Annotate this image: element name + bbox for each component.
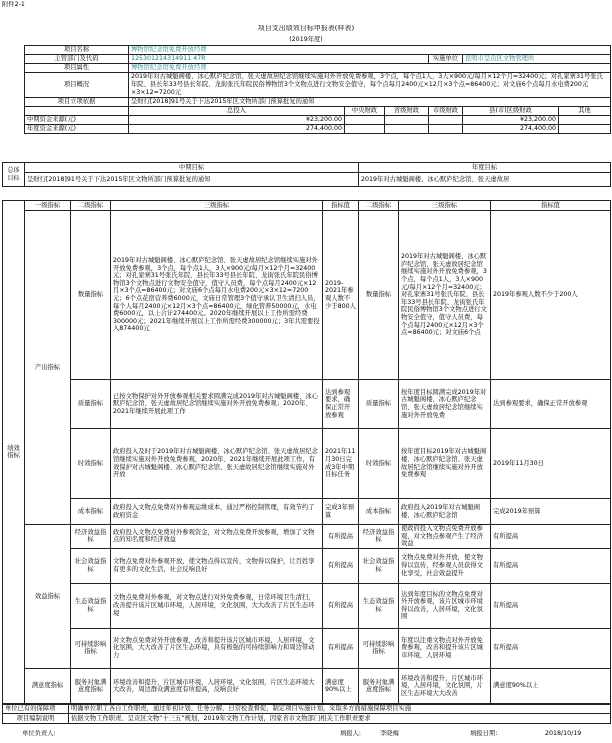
overall-goal-label-text: 总体目标 [7,166,20,182]
prep-note-text: 依据文物工作职责、呈贡区文物“十三五”规划、2019年文物工作计划，因家省市文物部门相关工作职责要求 [69,714,611,724]
eco-label-mid: 生态效益指标 [71,583,111,628]
level1-header: 一级指标 [25,201,71,211]
mid-fund-label: 中期资金来源(元) [25,116,129,125]
qty-mid-text: 2019年对古城魁阁楼、冰心默庐纪念馆、张天虚故居纪念馆继续实施对外开放免费参观，3个点，每个点1人，3人×900元/每月×12个月=32400元；对孔家寨31号张氏年院、县长年33号县长年院、龙街张氏年院民俗博物馆3个文物点进行文物安全值守，值守人员费，每个点每月2400元×12月×3个点=86400元；对文庙6个点每月水电费200元×3×12=7200元；6个点花宿营养费6000元，文庙日常管理3个值守承认卫生清扫人员，每个人每月2400元×12月×3个点=86400元，绿化管养50000元，水电费6000元，以上合计274400元。2020年继续开展以上工作所需经费300000元；2021年继续开展以上工作所需经费300000元；3年共需要投入874400元 [111,211,323,380]
time-year-text: 按年度目标2019年对古城魁阁楼、冰心默庐纪念馆、张天虚故居纪念馆继续实施对外开放免费参观 [399,429,491,499]
mid-fund-total: ¥23,200.00 [129,116,345,125]
overall-goal-table [2,162,611,187]
eco-label-year: 生态效益指标 [359,583,399,628]
basis-label: 项目立项依据 [25,98,129,107]
perf-label-text: 绩效指标 [7,444,20,460]
econ-mid-value: 有所提高 [323,525,359,549]
econ-label-year: 经济效益指标 [359,525,399,549]
overall-goal-label [3,163,25,187]
eco-year-value: 有所提高 [491,583,611,628]
filler-label: 填报人: [340,730,362,737]
econ-mid-text: 政府投入文物点免费对外参观资金，对文物点免费开放参观，增加了文物点的知名度和经济效益 [111,525,323,549]
cost-year-value: 完成2019年预算 [491,499,611,525]
sat-year-value: 满意度90%以上 [491,668,611,704]
sus-label-mid: 可持续影响指标 [71,628,111,668]
sus-label-year: 可持续影响指标 [359,628,399,668]
overview-text: 2019年对古城魁阁楼、冰心默庐纪念馆、张天虚故居纪念馆继续实施对外开放免费参观，3个点，每个点1人，3人×900元/每月×12个月=32400元；对孔家寨31号张氏年院、县长年33号县长年院、龙街张氏年院民俗博物馆3个文物点进行文物安全值守，每个点每月2400元×12月×3个点=86400元；对文庙6个点每月水电费200元×3×12=7200元 [129,73,611,98]
attachment-label: 附件2-1 [2,1,25,8]
year-fund-county: 274,400.00 [463,125,559,134]
page-title: 项目支出绩效目标申报表(样表) [257,25,355,32]
fill-date-value: 2018/10/19 [545,730,582,737]
econ-year-text: 使政府投入文物点免费开放参观，对文物点参观产生了经济效益 [399,525,491,549]
sat-year-text: 环境改善和提升，片区城市环境，人居环境，文化氛围，片区生态环境大大改善 [399,668,491,704]
eco-mid-text: 文物点免费对外参观，对文物点进行对外免费参观，日常环境卫生清扫，改善提升该片区城市环境，人居环境，文化氛围，大大改善了片区生态环境 [111,583,323,628]
time-label-mid: 时效指标 [71,429,111,499]
unit-head-label: 单位负责人: [22,730,56,737]
social-mid-value: 有所提高 [323,548,359,583]
cost-label-mid: 成本指标 [71,499,111,525]
level2-header: 二级指标 [71,201,111,211]
sus-year-value: 有所提高 [491,628,611,668]
value-header-year: 指标值 [491,201,611,211]
level3-header-year: 三级指标 [399,201,491,211]
sat-mid-text: 环境改善和提升，片区城市环境，人居环境，文化氛围，片区生态环境大大改善，周边群众满意度有所提高，反响良好 [111,668,323,704]
project-attr-value: 博物馆纪念馆免费开放经费 [129,64,611,73]
quality-year-value: 达到参观要求，确保正常开放参观 [491,380,611,429]
cost-mid-value: 完成3年预算 [323,499,359,525]
year-fund-label: 年度资金来源(元) [25,125,129,134]
provincial-header: 省级财政 [385,107,429,116]
eco-year-text: 达到年度目标的文物点免费对外开放参观，该片区城市环境得以改善，人居环境，文化氛围 [399,583,491,628]
eco-mid-value: 有所提高 [323,583,359,628]
quality-label-mid: 质量指标 [71,380,111,429]
guarantee-text: 明确单位职工各自工作职责，通过年初计划、任务分解、日常检查督促，制定项目实施计划，采取多方面措施保障项目实施 [69,704,611,714]
time-mid-value: 2021年11月30日完成3年中期目标任务 [323,429,359,499]
sat-mid-value: 满意度90%以上 [323,668,359,704]
mid-goal-text: 呈财行[2018]91号关于下达2015年区文物所部门预算批复的通知 [25,173,359,187]
sus-mid-value: 有所提高 [323,628,359,668]
info-table [24,45,611,134]
social-year-text: 文物点免费对外开放，使文物得以宣传，经参观人员获得文化享受，社会效益提升 [399,548,491,583]
qty-mid-value: 2019-2021年参观人数不少于800人 [323,211,359,380]
effect-label: 效益指标 [25,525,71,669]
level3-header-mid: 三级指标 [111,201,323,211]
qty-label-mid: 数量指标 [71,211,111,380]
quality-mid-value: 达到参观要求，确保正常开放参观 [323,380,359,429]
cost-year-text: 政府投入2019年对古城魁阁楼、冰心默庐纪念馆 [399,499,491,525]
filler-name: 李晓梅 [380,730,399,737]
qty-label-year: 数量指标 [359,211,399,380]
quality-year-text: 按年度目标圆满完成2019年对古城魁阁楼、冰心默庐纪念馆、张天虚故居纪念馆继续实施对外开放免费 [399,380,491,429]
sus-mid-text: 对文物点免费对外开放参观，改善和提升该片区城市环境，人居环境，文化氛围，大大改善了片区生态环境，具有极强的可持续影响力和周边带动力 [111,628,323,668]
fund-total-header: 总投入 [129,107,345,116]
service-sat-label-mid: 服务对象满意度指标 [71,668,111,704]
basis-text: 呈财行[2018]91号关于下达2015年区文物所部门预算批复的通知 [129,98,611,107]
city-header: 市级财政 [429,107,463,116]
year-line: (2019年度) [289,36,323,43]
time-year-value: 2019年11月30日 [491,429,611,499]
mid-goal-header: 中期目标 [25,163,359,173]
year-goal-header: 年度目标 [359,163,611,173]
econ-label-mid: 经济效益指标 [71,525,111,549]
social-mid-text: 文物点免费对外参观开放，使文物点得以宣传，文物得以保护，让百姓享有更多的文化生活，社会反响良好 [111,548,323,583]
footer-table [2,703,611,724]
cost-mid-text: 政府投入文物点免费对外参观运维成本，通过严格控制管理，有效节约了政府资金 [111,499,323,525]
value-header-mid: 指标值 [323,201,359,211]
overview-label: 项目概况 [25,73,129,98]
project-name-value: 博物馆纪念馆免费开放经费 [129,46,611,55]
cost-label-year: 成本指标 [359,499,399,525]
department-code: 125301214314911 47R [129,55,429,64]
implementer-label: 实施单位 [429,55,463,64]
sus-year-text: 年度以注重文物点对外开放免费参观，改善和提升该片区城市环境，人居环境 [399,628,491,668]
performance-table [2,200,611,705]
prep-note-label: 项目编制说明 [3,714,69,724]
output-label: 产出指标 [25,211,71,525]
mid-fund-county: ¥23,200.00 [463,116,559,125]
project-name-label: 项目名称 [25,46,129,55]
fill-date-label: 填报日期: [470,730,498,737]
time-mid-text: 政府投入及时于2019年对古城魁阁楼、冰心默庐纪念馆、张天虚故居纪念馆继续实施对外开放免费参观，2020年、2021年继续开展此项工作，有效保护对古城魁阁楼、冰心默庐纪念馆、张天虚故居纪念馆继续实施对外开放 [111,429,323,499]
guarantee-label: 单位已有的保障项 [3,704,69,714]
perf-label [3,201,25,705]
social-label-mid: 社会效益指标 [71,548,111,583]
year-fund-total: 274,400.00 [129,125,345,134]
department-label: 主管部门及代码 [25,55,129,64]
social-year-value: 有所提高 [491,548,611,583]
quality-mid-text: 已按文物保护对外开放参观相关要求圆满完成2019年对古城魁阁楼、冰心默庐纪念馆、张天虚故居纪念馆继续实施对外开放免费参观；2020年、2021年继续开展此项工作 [111,380,323,429]
project-attr-label: 项目属性 [25,64,129,73]
year-goal-text: 2019年对古城魁阁楼、冰心默庐纪念馆、张天虚故居 [359,173,611,187]
qty-year-text: 2019年对古城魁阁楼、冰心默庐纪念馆、张天虚故居纪念馆继续实施对外开放免费参观，3个点，每个点1人，3人×900元/每月×12个月=32400元；对孔家寨31号张氏年院、县长年33号县长年院、龙街张氏年院民俗博物馆3个文物点进行文物安全值守，值守人员费，每个点每月2400元×12月×3个点=86400元；对文庙6个点 [399,211,491,380]
other-header: 其他 [559,107,611,116]
quality-label-year: 质量指标 [359,380,399,429]
county-header: 县(市)区级财政 [463,107,559,116]
social-label-year: 社会效益指标 [359,548,399,583]
implementer-value: 昆明市呈贡区文物管理所 [463,55,611,64]
level2-header-year: 二级指标 [359,201,399,211]
satisfaction-label: 满意度指标 [25,668,71,704]
service-sat-label-year: 服务对象满意度指标 [359,668,399,704]
econ-year-value: 有所提高 [491,525,611,549]
qty-year-value: 2019年参观人数不少于200人 [491,211,611,380]
central-header: 中央财政 [345,107,385,116]
time-label-year: 时效指标 [359,429,399,499]
